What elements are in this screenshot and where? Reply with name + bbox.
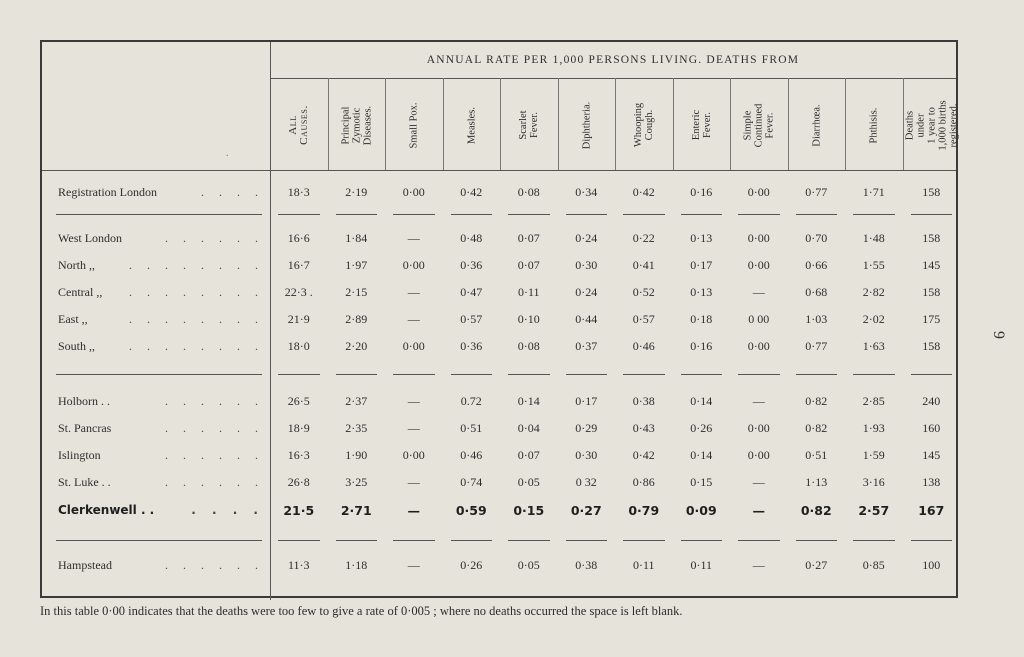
row-label: Islington — [58, 448, 101, 462]
table-cell: 0·17 — [575, 394, 598, 408]
table-cell: 158 — [922, 231, 941, 245]
group-separator — [853, 214, 895, 215]
group-separator — [336, 374, 378, 375]
table-cell: 0·24 — [575, 231, 598, 245]
table-title: ANNUAL RATE PER 1,000 PERSONS LIVING. DEATHS FROM — [426, 54, 800, 66]
table-cell: 0·24 — [575, 285, 598, 299]
table-cell: 0·00 — [747, 231, 770, 245]
table-cell: 0 32 — [575, 475, 597, 489]
row-label: St. Luke . . — [58, 475, 111, 489]
group-separator — [393, 214, 435, 215]
leader-dots: . . . . . . — [165, 231, 264, 245]
table-cell: 0·57 — [632, 312, 655, 326]
leader-dots: . . . . . . — [165, 475, 264, 489]
table-cell: 0·22 — [632, 231, 655, 245]
column-header-label: Measles. — [465, 106, 477, 144]
table-cell: 158 — [922, 185, 941, 199]
table-cell: 11·3 — [287, 558, 310, 572]
row-label: Central ,, — [58, 285, 103, 299]
table-cell: 18·0 — [287, 339, 310, 353]
group-separator — [738, 214, 780, 215]
table-cell: 0·07 — [517, 258, 540, 272]
table-cell: 138 — [922, 475, 941, 489]
group-separator — [56, 374, 262, 375]
table-cell: 158 — [922, 285, 941, 299]
table-cell: 0·10 — [517, 312, 540, 326]
table-cell: — — [752, 558, 765, 572]
group-separator — [336, 214, 378, 215]
table-cell: 0·11 — [517, 285, 540, 299]
title-divider — [270, 78, 956, 79]
table-cell: 1·48 — [862, 231, 885, 245]
table-cell: 0·68 — [805, 285, 828, 299]
table-cell: 0·29 — [575, 421, 598, 435]
table-cell: — — [407, 394, 420, 408]
table-cell: 0·04 — [517, 421, 540, 435]
column-header-label: Deaths under 1 year to 1,000 births registered. — [903, 99, 959, 151]
column-header — [731, 82, 787, 168]
group-separator — [336, 540, 378, 541]
table-cell: 0·74 — [460, 475, 483, 489]
group-separator — [278, 540, 320, 541]
group-separator — [508, 540, 550, 541]
table-cell: — — [407, 231, 420, 245]
table-cell: 0·00 — [402, 448, 425, 462]
table-cell: 0·38 — [632, 394, 655, 408]
table-cell: 16·3 — [287, 448, 310, 462]
row-label: West London — [58, 231, 123, 245]
column-header-label: Whooping Cough. — [632, 102, 655, 148]
table-cell: 1·90 — [345, 448, 368, 462]
table-cell: 0·09 — [685, 503, 717, 518]
table-cell: 0·51 — [805, 448, 828, 462]
group-separator — [911, 214, 953, 215]
table-row — [42, 255, 960, 277]
column-header — [559, 82, 615, 168]
table-cell: 0·82 — [805, 421, 828, 435]
table-cell: 1·13 — [805, 475, 828, 489]
table-cell: 16·7 — [287, 258, 310, 272]
leader-dots: . . . . . . — [165, 394, 264, 408]
table-cell: 0·77 — [805, 185, 828, 199]
table-cell: 21·9 — [287, 312, 310, 326]
table-cell: 0·11 — [632, 558, 655, 572]
table-cell: 240 — [922, 394, 941, 408]
table-cell: 0·34 — [575, 185, 598, 199]
column-header-label: Simple Continued Fever. — [742, 103, 776, 147]
table-cell: 0·13 — [690, 285, 713, 299]
table-cell: 0·07 — [517, 231, 540, 245]
table-cell: 1·55 — [862, 258, 885, 272]
table-cell: 0·42 — [632, 448, 655, 462]
table-cell: — — [407, 503, 420, 518]
column-header-label: Small Pox. — [408, 101, 420, 149]
table-cell: 0·00 — [402, 339, 425, 353]
table-cell: 0·27 — [805, 558, 828, 572]
table-cell: 0·00 — [747, 421, 770, 435]
group-separator — [566, 374, 608, 375]
table-cell: 0·15 — [513, 503, 545, 518]
table-row — [42, 555, 960, 577]
table-row — [42, 228, 960, 250]
group-separator — [623, 540, 665, 541]
leader-dots: . . . . . . — [165, 448, 264, 462]
table-cell: 0·11 — [690, 558, 713, 572]
table-cell: 0·00 — [747, 448, 770, 462]
group-separator — [911, 540, 953, 541]
column-header — [386, 82, 442, 168]
group-separator — [393, 374, 435, 375]
leader-dots: . . . . . . . . — [129, 312, 264, 326]
leader-dots: . . . . . . . . — [129, 258, 264, 272]
leader-dots: . . . . . . — [165, 421, 264, 435]
leader-dots: . . . . — [201, 185, 264, 199]
table-cell: 2·19 — [345, 185, 368, 199]
table-cell: 0·14 — [517, 394, 540, 408]
group-separator — [796, 374, 838, 375]
row-label: Registration London — [58, 185, 157, 199]
group-separator — [796, 214, 838, 215]
table-cell: 0·85 — [862, 558, 885, 572]
row-label: Holborn . . — [58, 394, 110, 408]
table-cell: 0·77 — [805, 339, 828, 353]
table-cell: 0·46 — [460, 448, 483, 462]
table-cell: 0·30 — [575, 258, 598, 272]
table-cell: 167 — [918, 503, 945, 518]
table-cell: 1·71 — [862, 185, 885, 199]
table-cell: 0·00 — [402, 258, 425, 272]
group-separator — [566, 214, 608, 215]
table-cell: 158 — [922, 339, 941, 353]
table-cell: 1·59 — [862, 448, 885, 462]
group-separator — [451, 214, 493, 215]
table-cell: 0·57 — [460, 312, 483, 326]
table-cell: 2·85 — [862, 394, 885, 408]
group-separator — [738, 374, 780, 375]
table-cell: 0·79 — [628, 503, 660, 518]
table-cell: — — [752, 503, 765, 518]
table-cell: 0·66 — [805, 258, 828, 272]
table-cell: 16·6 — [287, 231, 310, 245]
group-separator — [623, 374, 665, 375]
group-separator — [451, 540, 493, 541]
row-label: Clerkenwell . . — [58, 503, 155, 517]
table-cell: 0·86 — [632, 475, 655, 489]
group-separator — [853, 540, 895, 541]
table-cell: 0·36 — [460, 339, 483, 353]
table-cell: 26·5 — [287, 394, 310, 408]
table-cell: 0·59 — [455, 503, 487, 518]
table-cell: 0·51 — [460, 421, 483, 435]
group-separator — [681, 214, 723, 215]
table-cell: 0·47 — [460, 285, 483, 299]
table-cell: 0·05 — [517, 475, 540, 489]
table-cell: 2·89 — [345, 312, 368, 326]
table-cell: 21·5 — [283, 503, 315, 518]
table-cell: 1·84 — [345, 231, 368, 245]
table-cell: 2·82 — [862, 285, 885, 299]
table-cell: 2·20 — [345, 339, 368, 353]
leader-dots: . . . . — [191, 503, 264, 517]
table-cell: 2·15 — [345, 285, 368, 299]
table-cell: 0·08 — [517, 339, 540, 353]
table-cell: 0·48 — [460, 231, 483, 245]
group-separator — [681, 540, 723, 541]
table-cell: 160 — [922, 421, 941, 435]
table-cell: 0·16 — [690, 339, 713, 353]
table-cell: — — [407, 475, 420, 489]
column-header — [789, 82, 845, 168]
table-cell: 0·38 — [575, 558, 598, 572]
statistics-table — [40, 40, 958, 598]
group-separator — [853, 374, 895, 375]
table-row — [42, 282, 960, 304]
column-header-label: Phthisis. — [868, 107, 880, 143]
row-label: East ,, — [58, 312, 88, 326]
header-bottom-rule — [42, 170, 956, 171]
table-cell: 0·82 — [800, 503, 832, 518]
row-label: North ,, — [58, 258, 95, 272]
stray-mark: . — [226, 148, 229, 159]
table-cell: 0·30 — [575, 448, 598, 462]
group-separator — [508, 374, 550, 375]
table-cell: 1·93 — [862, 421, 885, 435]
column-header — [444, 82, 500, 168]
table-cell: 0.72 — [460, 394, 482, 408]
leader-dots: . . . . . . . . — [129, 339, 264, 353]
page-number: 9 — [990, 331, 1007, 339]
table-cell: 0·82 — [805, 394, 828, 408]
table-cell: 18·3 — [287, 185, 310, 199]
column-header-label: Diphtheria. — [580, 101, 592, 149]
leader-dots: . . . . . . — [165, 558, 264, 572]
table-cell: 2·35 — [345, 421, 368, 435]
table-cell: — — [407, 421, 420, 435]
table-row — [42, 391, 960, 413]
group-separator — [451, 374, 493, 375]
table-cell: 0·26 — [460, 558, 483, 572]
table-cell: 2·37 — [345, 394, 368, 408]
table-cell: 0·44 — [575, 312, 598, 326]
table-cell: 1·18 — [345, 558, 368, 572]
table-cell: 0·00 — [747, 339, 770, 353]
table-row — [42, 309, 960, 331]
table-cell: — — [752, 475, 765, 489]
table-cell: 2·02 — [862, 312, 885, 326]
group-separator — [738, 540, 780, 541]
table-cell: 0·00 — [747, 185, 770, 199]
table-cell: 0·00 — [747, 258, 770, 272]
group-separator — [623, 214, 665, 215]
table-row — [42, 182, 960, 204]
table-cell: 0·27 — [570, 503, 602, 518]
table-cell: 0·07 — [517, 448, 540, 462]
column-header — [846, 82, 902, 168]
table-row — [42, 445, 960, 467]
group-separator — [278, 214, 320, 215]
group-separator — [278, 374, 320, 375]
table-cell: 0·36 — [460, 258, 483, 272]
table-cell: 0·17 — [690, 258, 713, 272]
table-cell: 2·57 — [858, 503, 890, 518]
footnote: In this table 0·00 indicates that the deaths were too few to give a rate of 0·005 ; where no deaths occurred the space is left blank. — [40, 604, 683, 618]
group-separator — [56, 540, 262, 541]
table-cell: 0·70 — [805, 231, 828, 245]
group-separator — [796, 540, 838, 541]
table-cell: 22·3 . — [284, 285, 313, 299]
table-cell: — — [752, 285, 765, 299]
row-label: South ,, — [58, 339, 96, 353]
column-header-label: Diarrhœa. — [810, 103, 822, 147]
table-cell: 1·97 — [345, 258, 368, 272]
table-row — [42, 500, 960, 522]
table-cell: 0·43 — [632, 421, 655, 435]
table-cell: 0·42 — [460, 185, 483, 199]
table-cell: — — [752, 394, 765, 408]
group-separator — [566, 540, 608, 541]
table-cell: 0 00 — [748, 312, 770, 326]
column-header — [674, 82, 730, 168]
table-cell: 2·71 — [340, 503, 372, 518]
table-cell: — — [407, 558, 420, 572]
table-cell: 0·42 — [632, 185, 655, 199]
column-header — [329, 82, 385, 168]
table-cell: 100 — [922, 558, 941, 572]
table-cell: 1·03 — [805, 312, 828, 326]
table-row — [42, 472, 960, 494]
column-header — [616, 82, 672, 168]
table-cell: 3·25 — [345, 475, 368, 489]
column-header — [501, 82, 557, 168]
table-cell: 0·26 — [690, 421, 713, 435]
group-separator — [393, 540, 435, 541]
table-cell: 0·14 — [690, 394, 713, 408]
table-cell: 145 — [922, 258, 941, 272]
table-cell: 145 — [922, 448, 941, 462]
group-separator — [681, 374, 723, 375]
group-separator — [911, 374, 953, 375]
table-cell: 175 — [922, 312, 941, 326]
group-separator — [56, 214, 262, 215]
table-cell: 0·05 — [517, 558, 540, 572]
group-separator — [508, 214, 550, 215]
column-header-label: All Causes. — [286, 105, 310, 145]
table-cell: 0·15 — [690, 475, 713, 489]
table-cell: 0·52 — [632, 285, 655, 299]
row-label: Hampstead — [58, 558, 112, 572]
table-cell: 18·9 — [287, 421, 310, 435]
table-row — [42, 418, 960, 440]
table-cell: 0·00 — [402, 185, 425, 199]
table-cell: — — [407, 285, 420, 299]
column-header-label: Enteric Fever. — [690, 109, 713, 141]
table-cell: 1·63 — [862, 339, 885, 353]
table-cell: 0·13 — [690, 231, 713, 245]
table-cell: 0·41 — [632, 258, 655, 272]
table-cell: — — [407, 312, 420, 326]
table-cell: 0·16 — [690, 185, 713, 199]
table-cell: 0·14 — [690, 448, 713, 462]
column-header — [271, 82, 327, 168]
column-header-label: Principal Zymotic Diseases. — [339, 105, 373, 145]
table-row — [42, 336, 960, 358]
column-header — [904, 82, 960, 168]
table-cell: 0·18 — [690, 312, 713, 326]
table-cell: 26·8 — [287, 475, 310, 489]
row-label: St. Pancras — [58, 421, 112, 435]
leader-dots: . . . . . . . . — [129, 285, 264, 299]
table-cell: 0·46 — [632, 339, 655, 353]
table-cell: 0·08 — [517, 185, 540, 199]
column-header-label: Scarlet Fever. — [517, 110, 540, 140]
table-cell: 3·16 — [862, 475, 885, 489]
table-cell: 0·37 — [575, 339, 598, 353]
